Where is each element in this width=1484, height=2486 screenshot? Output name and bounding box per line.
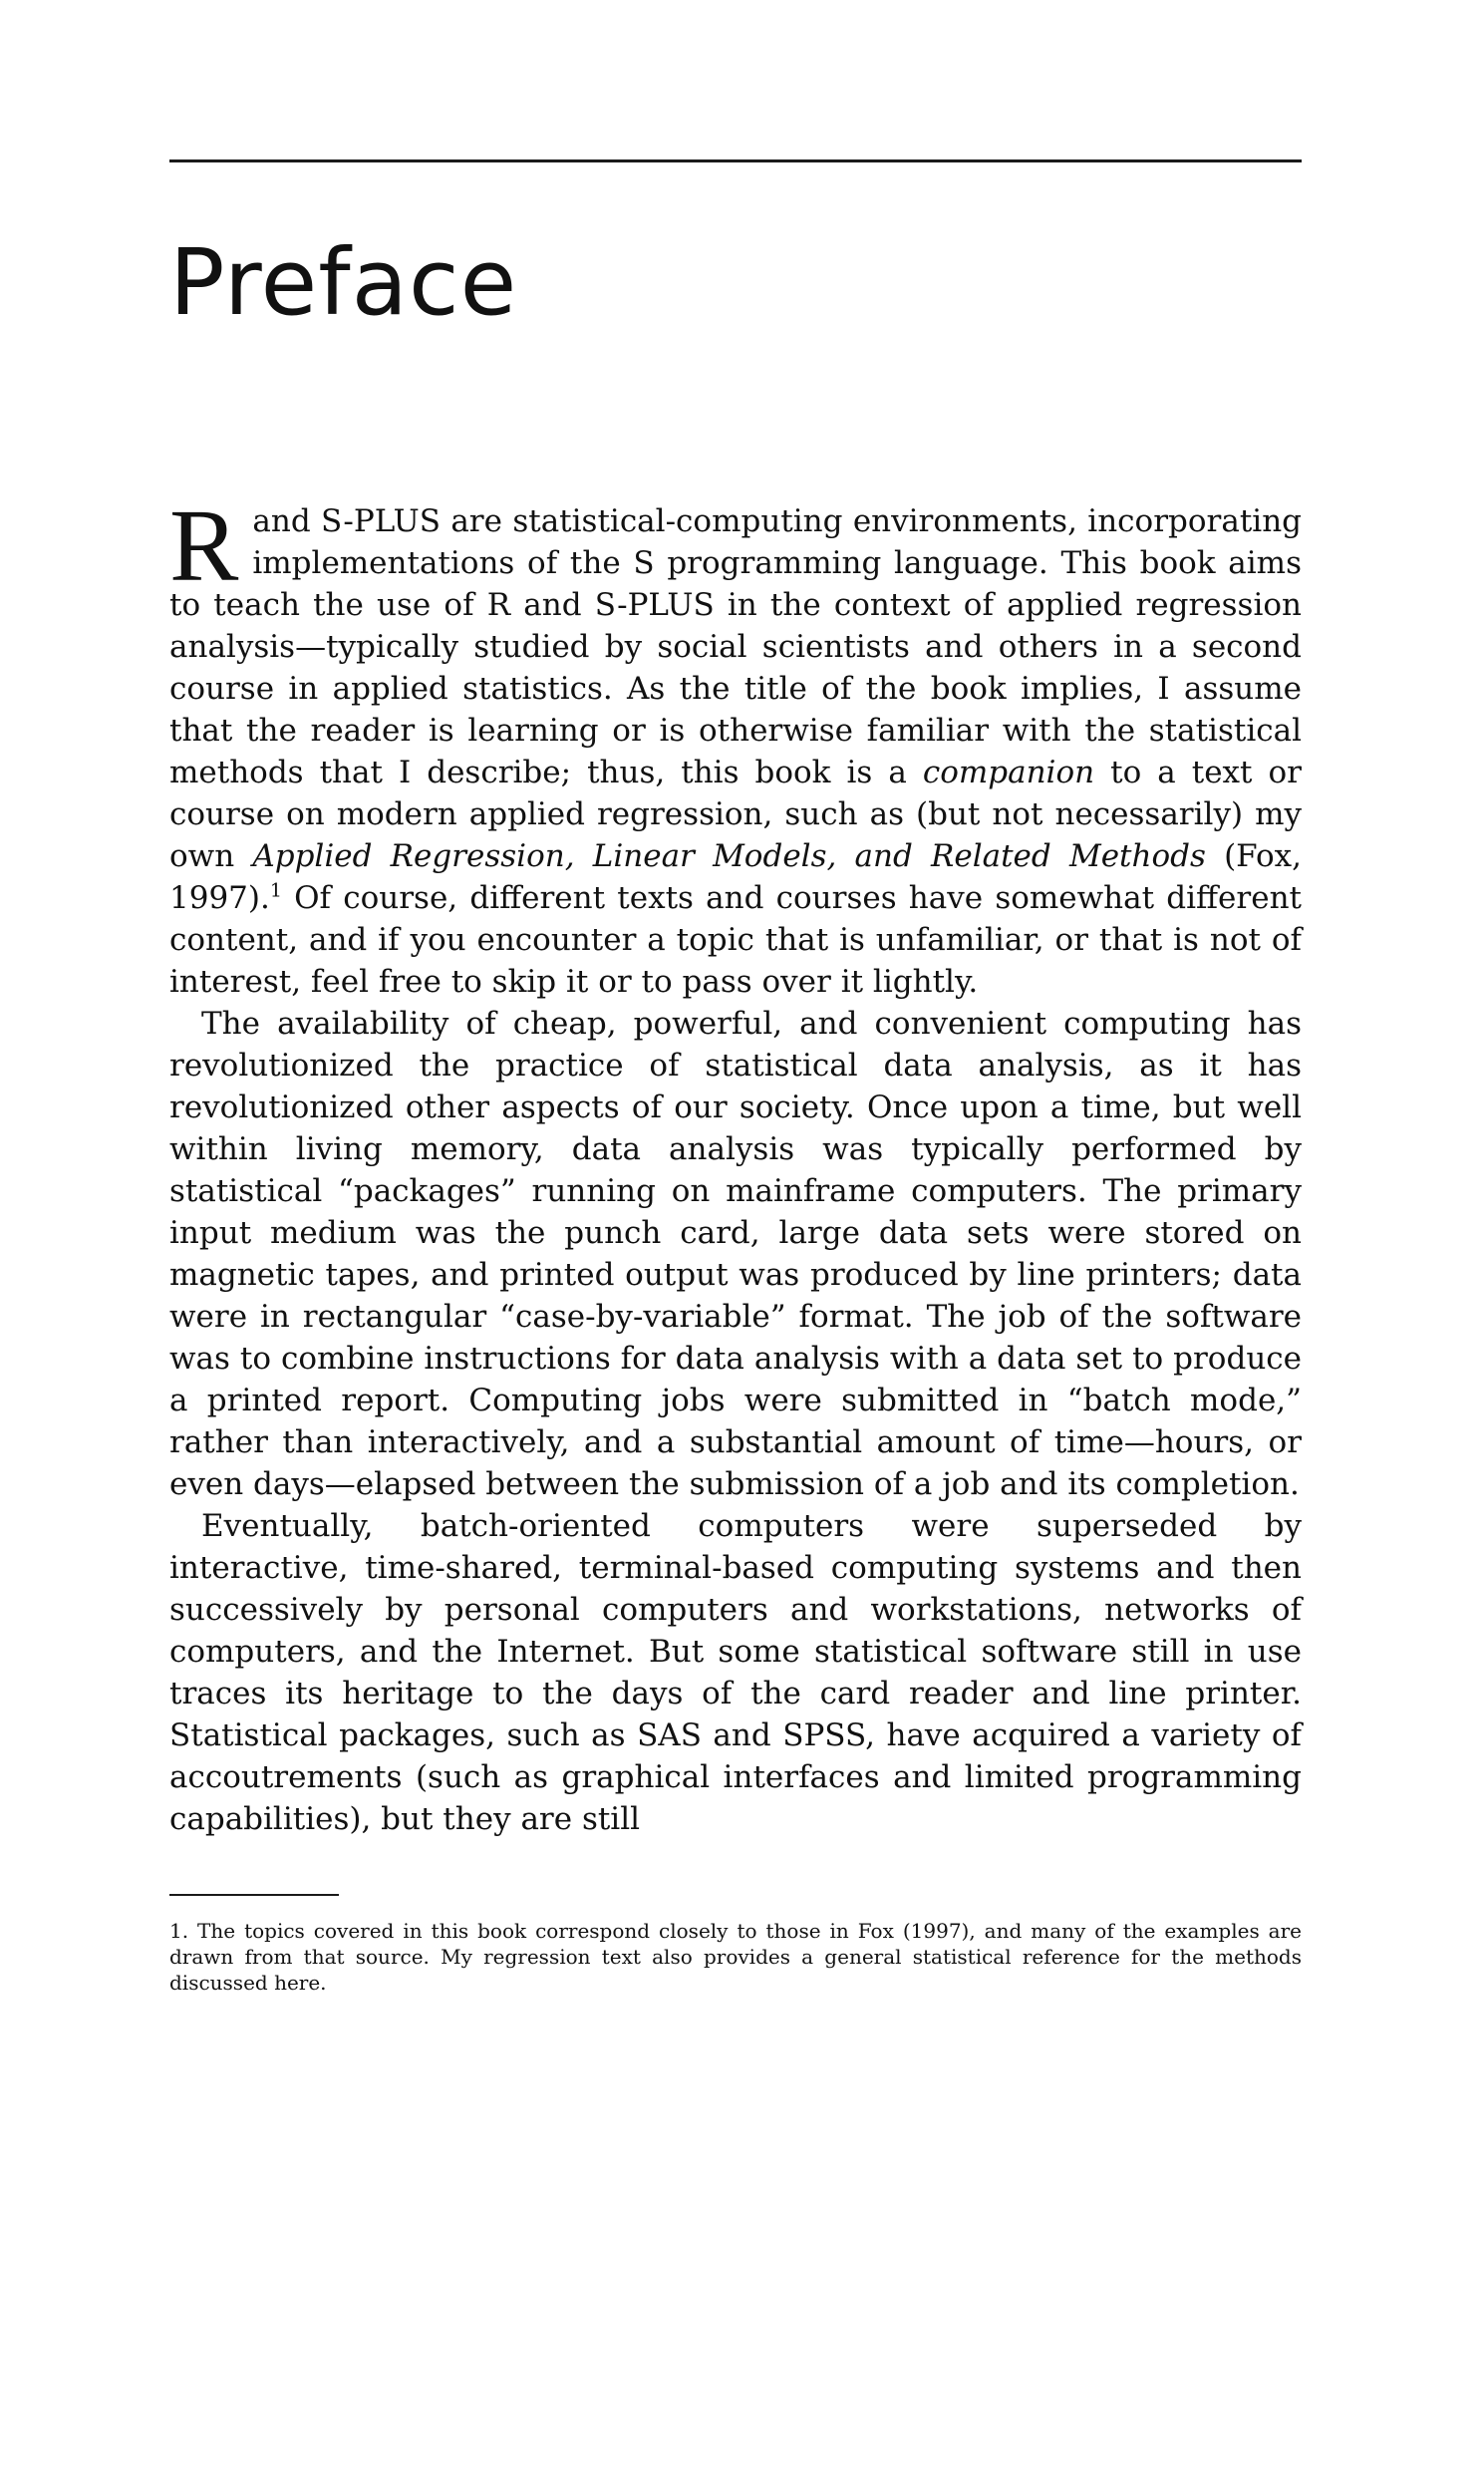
footnote-rule — [169, 1894, 339, 1896]
paragraph-1 — [169, 488, 1302, 1003]
top-rule — [169, 159, 1302, 162]
footnote-reference: 1 — [269, 879, 282, 902]
companion-emphasis: companion — [922, 755, 1095, 790]
paragraph-1-text-a: and S-PLUS are statistical-computing environments, incorporating implementations of the S programming language. This book aims to teach the use of R and S-PLUS in the context of applied regression analysis—typically studied by social scientists and others in a second course in applied statistics. As the title of the book implies, I assume that the reader is learning or is otherwise familiar with the statistical methods that I describe; thus, this book is a — [169, 503, 1302, 790]
drop-cap: R — [169, 488, 239, 603]
paragraph-1-text-c: (Fox, 1997). — [169, 838, 1302, 916]
body-text — [169, 488, 1302, 1840]
footnote: 1. The topics covered in this book correspond closely to those in Fox (1997), and many of the examples are drawn from that source. My regression text also provides a general statistical reference for the methods discussed here. — [169, 1919, 1302, 1995]
chapter-title: Preface — [169, 229, 518, 336]
book-title-citation: Applied Regression, Linear Models, and Related Methods — [252, 838, 1206, 874]
paragraph-1-text-d: Of course, different texts and courses have somewhat different content, and if you encounter a topic that is unfamiliar, or that is not of interest, feel free to skip it or to pass over it lightly. — [169, 880, 1302, 1000]
paragraph-2: The availability of cheap, powerful, and convenient computing has revolutionized the practice of statistical data analysis, as it has revolutionized other aspects of our society. Once upon a time, but well within living memory, data analysis was typically performed by statistical “packages” running on mainframe computers. The primary input medium was the punch card, large data sets were stored on magnetic tapes, and printed output was produced by line printers; data were in rectangular “case-by-variable” format. The job of the software was to combine instructions for data analysis with a data set to produce a printed report. Computing jobs were submitted in “batch mode,” rather than interactively, and a substantial amount of time—hours, or even days—elapsed between the submission of a job and its completion. — [169, 1006, 1302, 1502]
paragraph-3: Eventually, batch-oriented computers were superseded by interactive, time-shared, terminal-based computing systems and then successively by personal computers and workstations, networks of computers, and the Internet. But some statistical software still in use traces its heritage to the days of the card reader and line printer. Statistical packages, such as SAS and SPSS, have acquired a variety of accoutrements (such as graphical interfaces and limited programming capabilities), but they are still — [169, 1508, 1302, 1837]
paragraph-1-text-b: to a text or course on modern applied regression, such as (but not necessarily) my own — [169, 755, 1302, 874]
